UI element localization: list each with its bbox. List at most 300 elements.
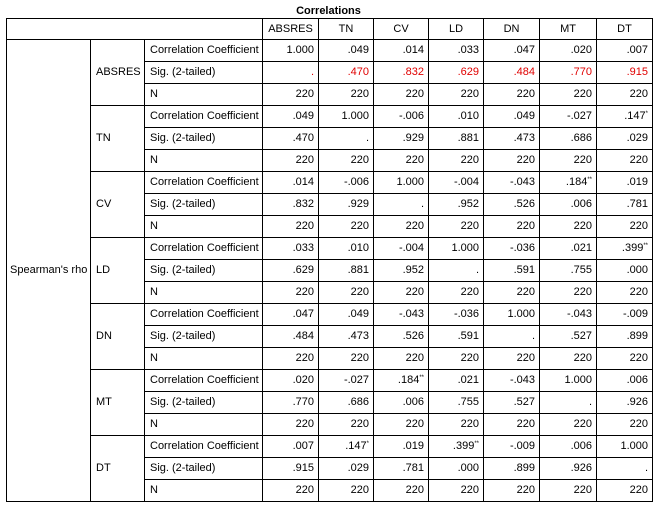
cell-value: .926	[570, 462, 593, 474]
value-cell	[429, 260, 484, 282]
value-cell	[597, 216, 653, 238]
value-cell	[540, 106, 597, 128]
value-cell	[484, 84, 540, 106]
stat-label: Sig. (2-tailed)	[145, 458, 263, 480]
cell-value: .049	[347, 308, 370, 320]
cell-value: 220	[295, 154, 315, 166]
value-cell	[597, 326, 653, 348]
cell-value: .591	[457, 330, 480, 342]
value-cell	[597, 106, 653, 128]
value-cell	[597, 40, 653, 62]
value-cell	[319, 128, 374, 150]
value-cell	[429, 84, 484, 106]
cell-value: .047	[513, 44, 536, 56]
row-variable-label: LD	[91, 238, 145, 304]
value-cell	[429, 304, 484, 326]
cell-value: 1.000	[564, 374, 593, 386]
value-cell	[429, 326, 484, 348]
cell-value: .526	[513, 198, 536, 210]
cell-value: .686	[570, 132, 593, 144]
value-cell	[319, 40, 374, 62]
value-cell	[429, 282, 484, 304]
cell-value: .029	[626, 132, 649, 144]
value-cell	[319, 370, 374, 392]
value-cell	[597, 370, 653, 392]
cell-value: -.027	[566, 110, 593, 122]
cell-value: -.006	[343, 176, 370, 188]
value-cell	[540, 260, 597, 282]
value-cell	[263, 480, 319, 502]
cell-value: .	[310, 66, 315, 78]
value-cell	[429, 436, 484, 458]
cell-value: .832	[292, 198, 315, 210]
cell-value: -.004	[398, 242, 425, 254]
value-cell	[597, 436, 653, 458]
stat-label: Sig. (2-tailed)	[145, 128, 263, 150]
value-cell	[319, 436, 374, 458]
cell-value: -.043	[398, 308, 425, 320]
cell-value: 220	[573, 418, 593, 430]
cell-value: 220	[350, 484, 370, 496]
header-corner	[7, 19, 263, 40]
stat-label: N	[145, 282, 263, 304]
value-cell	[263, 172, 319, 194]
cell-value: 220	[573, 352, 593, 364]
stat-label: Correlation Coefficient	[145, 436, 263, 458]
value-cell	[597, 150, 653, 172]
value-cell	[484, 238, 540, 260]
value-cell	[263, 84, 319, 106]
cell-value: .881	[457, 132, 480, 144]
value-cell	[319, 260, 374, 282]
value-cell	[263, 348, 319, 370]
value-cell	[374, 128, 429, 150]
value-cell	[319, 392, 374, 414]
value-cell	[263, 40, 319, 62]
cell-value: -.027	[343, 374, 370, 386]
cell-value: 220	[405, 154, 425, 166]
significance-marker: *	[366, 441, 370, 447]
cell-value: .	[588, 396, 593, 408]
stat-label: Sig. (2-tailed)	[145, 392, 263, 414]
cell-value: .484	[292, 330, 315, 342]
value-cell	[429, 414, 484, 436]
cell-value: 220	[573, 220, 593, 232]
value-cell	[540, 172, 597, 194]
cell-value: 220	[460, 154, 480, 166]
table-row	[7, 40, 653, 62]
value-cell	[319, 216, 374, 238]
value-cell	[484, 40, 540, 62]
cell-value: .049	[292, 110, 315, 122]
stat-label: Correlation Coefficient	[145, 40, 263, 62]
cell-value: .033	[457, 44, 480, 56]
cell-value: 220	[405, 352, 425, 364]
correlations-table	[6, 18, 653, 502]
cell-value: .047	[292, 308, 315, 320]
value-cell	[263, 260, 319, 282]
cell-value: 220	[295, 286, 315, 298]
stat-label: Correlation Coefficient	[145, 106, 263, 128]
value-cell	[374, 304, 429, 326]
value-cell	[429, 172, 484, 194]
cell-value: .832	[402, 66, 425, 78]
value-cell	[263, 128, 319, 150]
value-cell	[319, 326, 374, 348]
value-cell	[429, 238, 484, 260]
cell-value: .006	[402, 396, 425, 408]
value-cell	[374, 392, 429, 414]
cell-value: .781	[626, 198, 649, 210]
value-cell	[429, 62, 484, 84]
value-cell	[597, 194, 653, 216]
value-cell	[484, 480, 540, 502]
cell-value: .470	[292, 132, 315, 144]
value-cell	[374, 40, 429, 62]
cell-value: .781	[402, 462, 425, 474]
cell-value: 220	[405, 484, 425, 496]
stat-label: N	[145, 414, 263, 436]
cell-value: 220	[460, 418, 480, 430]
cell-value: 1.000	[451, 242, 480, 254]
cell-value: 220	[405, 286, 425, 298]
cell-value: .019	[626, 176, 649, 188]
cell-value: 220	[295, 352, 315, 364]
table-title: Correlations	[296, 5, 361, 17]
value-cell	[374, 414, 429, 436]
cell-value: .915	[292, 462, 315, 474]
value-cell	[263, 62, 319, 84]
value-cell	[319, 348, 374, 370]
cell-value: -.036	[509, 242, 536, 254]
value-cell	[597, 392, 653, 414]
row-variable-label: MT	[91, 370, 145, 436]
cell-value: .629	[292, 264, 315, 276]
value-cell	[597, 172, 653, 194]
cell-value: -.036	[453, 308, 480, 320]
value-cell	[319, 414, 374, 436]
value-cell	[263, 436, 319, 458]
value-cell	[484, 304, 540, 326]
value-cell	[540, 150, 597, 172]
cell-value: 1.000	[341, 110, 370, 122]
col-header-dn: DN	[484, 19, 540, 40]
value-cell	[374, 238, 429, 260]
cell-value: 220	[295, 418, 315, 430]
value-cell	[429, 348, 484, 370]
cell-value: .526	[402, 330, 425, 342]
cell-value: .399	[452, 440, 475, 452]
significance-marker: *	[645, 111, 649, 117]
cell-value: .020	[570, 44, 593, 56]
value-cell	[319, 480, 374, 502]
value-cell	[540, 348, 597, 370]
value-cell	[484, 128, 540, 150]
value-cell	[374, 282, 429, 304]
value-cell	[263, 458, 319, 480]
cell-value: .527	[570, 330, 593, 342]
value-cell	[597, 282, 653, 304]
cell-value: 220	[629, 220, 649, 232]
col-header-ld: LD	[429, 19, 484, 40]
table-body	[7, 19, 653, 502]
value-cell	[263, 414, 319, 436]
value-cell	[540, 238, 597, 260]
value-cell	[540, 414, 597, 436]
stat-label: Sig. (2-tailed)	[145, 194, 263, 216]
value-cell	[429, 370, 484, 392]
value-cell	[374, 172, 429, 194]
cell-value: .686	[347, 396, 370, 408]
value-cell	[597, 458, 653, 480]
cell-value: 1.000	[620, 440, 649, 452]
cell-value: .049	[513, 110, 536, 122]
cell-value: .	[531, 330, 536, 342]
cell-value: .881	[347, 264, 370, 276]
cell-value: .952	[402, 264, 425, 276]
cell-value: 220	[516, 88, 536, 100]
cell-value: .470	[347, 66, 370, 78]
stat-label: Sig. (2-tailed)	[145, 260, 263, 282]
cell-value: 220	[516, 418, 536, 430]
stat-label: Correlation Coefficient	[145, 370, 263, 392]
value-cell	[597, 260, 653, 282]
cell-value: .021	[570, 242, 593, 254]
cell-value: -.009	[622, 308, 649, 320]
cell-value: .755	[570, 264, 593, 276]
value-cell	[540, 84, 597, 106]
cell-value: 220	[350, 88, 370, 100]
cell-value: .010	[347, 242, 370, 254]
value-cell	[540, 480, 597, 502]
value-cell	[319, 238, 374, 260]
value-cell	[319, 304, 374, 326]
value-cell	[429, 194, 484, 216]
value-cell	[374, 62, 429, 84]
cell-value: .147	[345, 440, 367, 452]
value-cell	[540, 458, 597, 480]
cell-value: 220	[405, 418, 425, 430]
significance-marker: **	[474, 441, 480, 447]
value-cell	[263, 282, 319, 304]
value-cell	[374, 106, 429, 128]
cell-value: .	[420, 198, 425, 210]
cell-value: -.043	[509, 374, 536, 386]
cell-value: 220	[350, 154, 370, 166]
cell-value: .147	[624, 110, 646, 122]
cell-value: 220	[629, 286, 649, 298]
cell-value: .006	[570, 198, 593, 210]
cell-value: .014	[292, 176, 315, 188]
value-cell	[540, 326, 597, 348]
cell-value: .399	[621, 242, 644, 254]
value-cell	[429, 40, 484, 62]
value-cell	[319, 62, 374, 84]
value-cell	[484, 216, 540, 238]
cell-value: .184	[565, 176, 588, 188]
value-cell	[540, 436, 597, 458]
row-variable-label: CV	[91, 172, 145, 238]
stat-label: Correlation Coefficient	[145, 304, 263, 326]
method-label: Spearman's rho	[7, 40, 91, 502]
value-cell	[374, 436, 429, 458]
value-cell	[540, 370, 597, 392]
value-cell	[484, 436, 540, 458]
value-cell	[263, 106, 319, 128]
cell-value: .899	[513, 462, 536, 474]
cell-value: 220	[516, 352, 536, 364]
cell-value: .049	[347, 44, 370, 56]
value-cell	[484, 326, 540, 348]
cell-value: .021	[457, 374, 480, 386]
value-cell	[374, 370, 429, 392]
cell-value: 220	[629, 484, 649, 496]
value-cell	[540, 304, 597, 326]
col-header-dt: DT	[597, 19, 653, 40]
col-header-mt: MT	[540, 19, 597, 40]
value-cell	[540, 128, 597, 150]
cell-value: 220	[460, 352, 480, 364]
cell-value: 220	[573, 88, 593, 100]
stat-label: N	[145, 480, 263, 502]
value-cell	[263, 304, 319, 326]
value-cell	[484, 150, 540, 172]
cell-value: .007	[626, 44, 649, 56]
cell-value: .591	[513, 264, 536, 276]
table-row	[7, 370, 653, 392]
value-cell	[263, 216, 319, 238]
cell-value: .019	[402, 440, 425, 452]
table-row	[7, 436, 653, 458]
value-cell	[540, 62, 597, 84]
value-cell	[484, 282, 540, 304]
cell-value: -.043	[509, 176, 536, 188]
table-row	[7, 238, 653, 260]
value-cell	[319, 150, 374, 172]
cell-value: .473	[513, 132, 536, 144]
cell-value: 220	[460, 220, 480, 232]
value-cell	[484, 370, 540, 392]
value-cell	[484, 62, 540, 84]
value-cell	[319, 106, 374, 128]
cell-value: .770	[292, 396, 315, 408]
cell-value: -.043	[566, 308, 593, 320]
row-variable-label: ABSRES	[91, 40, 145, 106]
value-cell	[429, 458, 484, 480]
cell-value: .010	[457, 110, 480, 122]
cell-value: 220	[460, 484, 480, 496]
value-cell	[374, 150, 429, 172]
header-row	[7, 19, 653, 40]
stat-label: N	[145, 348, 263, 370]
cell-value: .527	[513, 396, 536, 408]
cell-value: -.006	[398, 110, 425, 122]
cell-value: .033	[292, 242, 315, 254]
cell-value: 220	[405, 220, 425, 232]
cell-value: 220	[573, 484, 593, 496]
value-cell	[540, 40, 597, 62]
value-cell	[597, 84, 653, 106]
cell-value: 220	[629, 88, 649, 100]
value-cell	[374, 194, 429, 216]
row-variable-label: DN	[91, 304, 145, 370]
cell-value: .926	[626, 396, 649, 408]
cell-value: .770	[570, 66, 593, 78]
significance-marker: **	[419, 375, 425, 381]
col-header-cv: CV	[374, 19, 429, 40]
value-cell	[597, 414, 653, 436]
cell-value: 1.000	[286, 44, 315, 56]
value-cell	[429, 150, 484, 172]
stat-label: Sig. (2-tailed)	[145, 62, 263, 84]
cell-value: .006	[626, 374, 649, 386]
value-cell	[484, 458, 540, 480]
cell-value: 220	[516, 484, 536, 496]
cell-value: .473	[347, 330, 370, 342]
value-cell	[597, 348, 653, 370]
cell-value: .006	[570, 440, 593, 452]
value-cell	[263, 150, 319, 172]
cell-value: 220	[350, 352, 370, 364]
cell-value: 220	[295, 484, 315, 496]
value-cell	[263, 194, 319, 216]
cell-value: 220	[629, 418, 649, 430]
cell-value: .929	[347, 198, 370, 210]
cell-value: -.009	[509, 440, 536, 452]
value-cell	[374, 84, 429, 106]
value-cell	[484, 348, 540, 370]
cell-value: 220	[295, 220, 315, 232]
value-cell	[540, 392, 597, 414]
cell-value: -.004	[453, 176, 480, 188]
cell-value: .020	[292, 374, 315, 386]
row-variable-label: TN	[91, 106, 145, 172]
value-cell	[597, 304, 653, 326]
cell-value: 220	[516, 286, 536, 298]
value-cell	[374, 260, 429, 282]
value-cell	[263, 238, 319, 260]
cell-value: 220	[350, 220, 370, 232]
cell-value: 220	[629, 154, 649, 166]
value-cell	[597, 128, 653, 150]
cell-value: 220	[629, 352, 649, 364]
value-cell	[597, 238, 653, 260]
cell-value: .929	[402, 132, 425, 144]
value-cell	[484, 260, 540, 282]
value-cell	[429, 216, 484, 238]
cell-value: .629	[457, 66, 480, 78]
cell-value: 220	[573, 154, 593, 166]
stat-label: N	[145, 216, 263, 238]
value-cell	[484, 194, 540, 216]
cell-value: .755	[457, 396, 480, 408]
value-cell	[263, 370, 319, 392]
value-cell	[319, 84, 374, 106]
cell-value: 1.000	[507, 308, 536, 320]
value-cell	[597, 62, 653, 84]
value-cell	[374, 348, 429, 370]
cell-value: 220	[516, 154, 536, 166]
cell-value: 220	[350, 286, 370, 298]
value-cell	[429, 128, 484, 150]
cell-value: .029	[347, 462, 370, 474]
value-cell	[484, 414, 540, 436]
cell-value: 220	[573, 286, 593, 298]
significance-marker: **	[587, 177, 593, 183]
cell-value: .915	[626, 66, 649, 78]
stat-label: N	[145, 150, 263, 172]
col-header-tn: TN	[319, 19, 374, 40]
